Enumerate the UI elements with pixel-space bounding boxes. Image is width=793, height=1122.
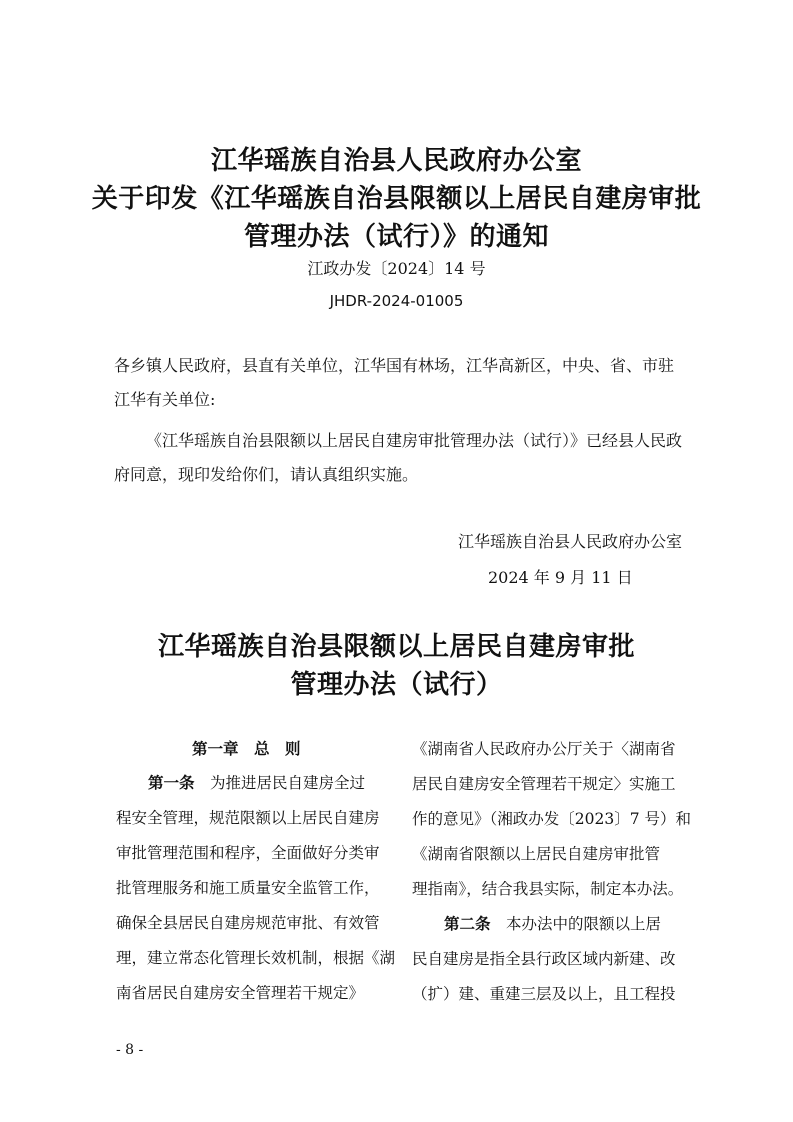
measures-title-line-1: 江华瑶族自治县限额以上居民自建房审批 — [157, 632, 635, 662]
right-column-line: 《湖南省限额以上居民自建房审批管 — [412, 845, 661, 863]
left-column-line: 审批管理范围和程序，全面做好分类审 — [116, 844, 380, 862]
recipients-line-2: 江华有关单位: — [114, 390, 216, 409]
left-column-line: 程安全管理，规范限额以上居民自建房 — [116, 809, 380, 827]
right-column-line: 《湖南省人民政府办公厅关于〈湖南省 — [412, 740, 676, 758]
article-1-first-line — [148, 766, 410, 801]
article-1-label: 第一条 — [148, 774, 195, 792]
right-column-line: 理指南》，结合我县实际，制定本办法。 — [412, 880, 684, 898]
right-column-line: （扩）建、重建三层及以上，且工程投 — [412, 985, 676, 1003]
recipients-line-1: 各乡镇人民政府，县直有关单位，江华国有林场，江华高新区，中央、省、市驻 — [114, 356, 675, 375]
article-1-text: 为推进居民自建房全过 — [210, 774, 366, 792]
left-column-line: 批管理服务和施工质量安全监管工作， — [116, 879, 380, 897]
article-2-first-line — [444, 907, 706, 942]
right-column-line: 民自建房是指全县行政区域内新建、改 — [412, 950, 676, 968]
left-column-line: 南省居民自建房安全管理若干规定》 — [116, 984, 365, 1002]
signature: 江华瑶族自治县人民政府办公室 — [458, 532, 683, 551]
right-column-line: 作的意见》（湘政办发〔2023〕7 号）和 — [412, 810, 691, 828]
left-column-line: 理，建立常态化管理长效机制，根据《湖 — [116, 949, 396, 967]
right-column-line: 居民自建房安全管理若干规定〉实施工 — [412, 775, 676, 793]
measures-title-line-2: 管理办法（试行） — [290, 670, 503, 700]
doc-number: 江政办发〔2024〕14 号 — [307, 259, 486, 278]
left-column-line: 确保全县居民自建房规范审批、有效管 — [116, 914, 380, 932]
body-line-1: 《江华瑶族自治县限额以上居民自建房审批管理办法（试行）》已经县人民政 — [146, 431, 683, 450]
notice-title-line-1: 江华瑶族自治县人民政府办公室 — [210, 146, 582, 176]
chapter-heading: 第一章 总 则 — [192, 740, 301, 758]
body-line-2: 府同意，现印发给你们，请认真组织实施。 — [114, 465, 419, 484]
signature-date: 2024 年 9 月 11 日 — [488, 568, 633, 587]
article-2-label: 第二条 — [444, 915, 491, 933]
page-number: - 8 - — [116, 1042, 144, 1058]
notice-title-line-3: 管理办法（试行）》的通知 — [243, 222, 549, 252]
doc-code: JHDR-2024-01005 — [329, 292, 464, 310]
notice-title-line-2: 关于印发《江华瑶族自治县限额以上居民自建房审批 — [91, 184, 702, 214]
article-2-text: 本办法中的限额以上居 — [506, 915, 662, 933]
